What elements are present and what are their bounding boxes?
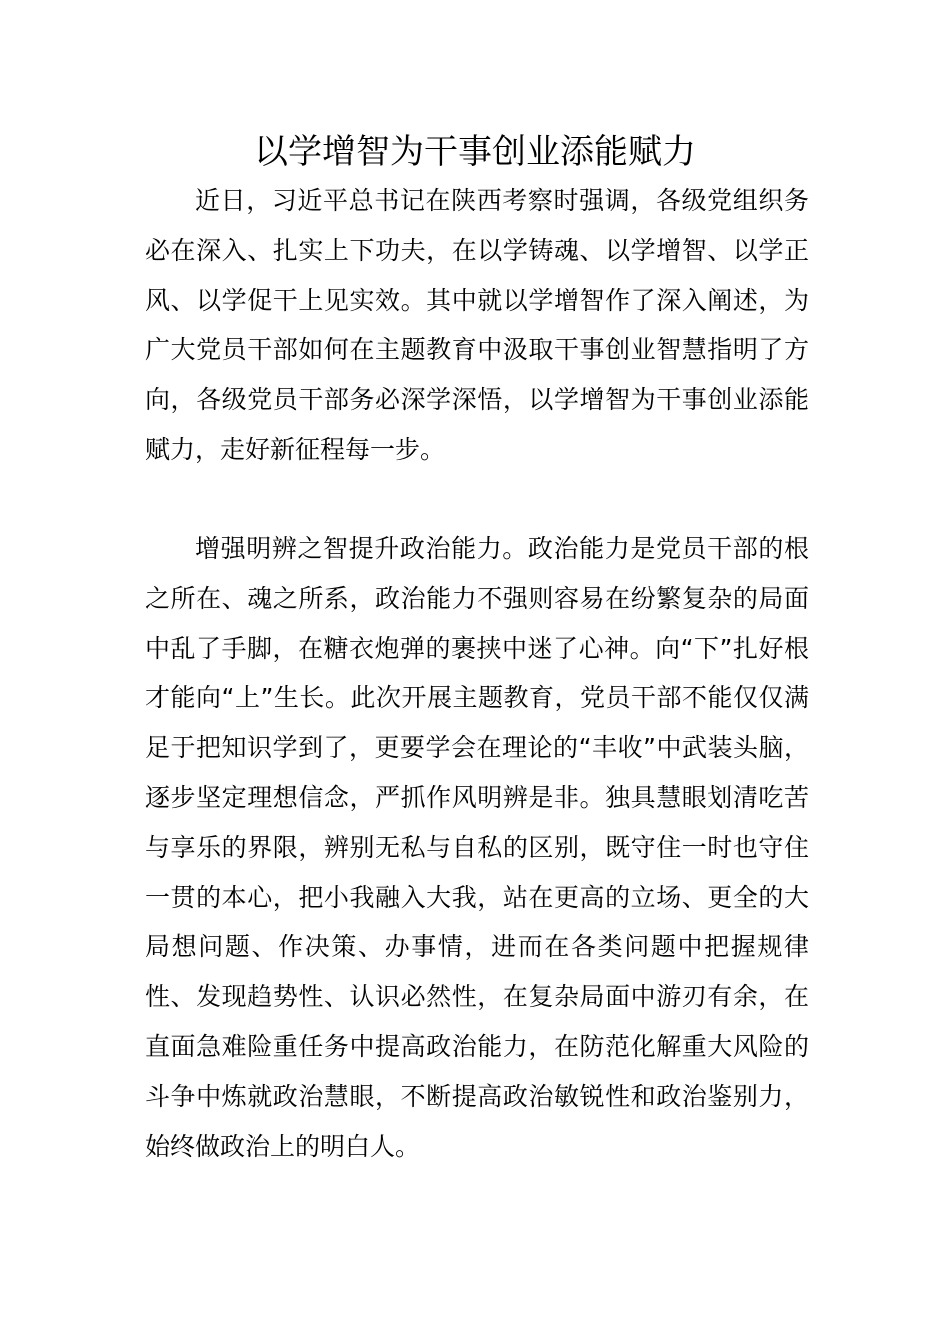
document-title: 以学增智为干事创业添能赋力	[254, 132, 696, 172]
paragraph-political-ability: 增强明辨之智提升政治能力。政治能力是党员干部的根之所在、魂之所系，政治能力不强则容易在纷繁复杂的局面中乱了手脚，在糖衣炮弹的裹挟中迷了心神。向“下”扎好根才能向“上”生长。此次开展主题教育，党员干部不能仅仅满足于把知识学到了，更要学会在理论的“丰收”中武装头脑，逐步坚定理想信念，严抓作风明辨是非。独具慧眼划清吃苦与享乐的界限，辨别无私与自私的区别，既守住一时也守住一贯的本心，把小我融入大我，站在更高的立场、更全的大局想问题、作决策、办事情，进而在各类问题中把握规律性、发现趋势性、认识必然性，在复杂局面中游刃有余，在直面急难险重任务中提高政治能力，在防范化解重大风险的斗争中炼就政治慧眼，不断提高政治敏锐性和政治鉴别力，始终做政治上的明白人。	[145, 534, 809, 1161]
paragraph-intro: 近日，习近平总书记在陕西考察时强调，各级党组织务必在深入、扎实上下功夫，在以学铸魂、以学增智、以学正风、以学促干上见实效。其中就以学增智作了深入阐述，为广大党员干部如何在主题教育中汲取干事创业智慧指明了方向，各级党员干部务必深学深悟，以学增智为干事创业添能赋力，走好新征程每一步。	[145, 186, 809, 464]
